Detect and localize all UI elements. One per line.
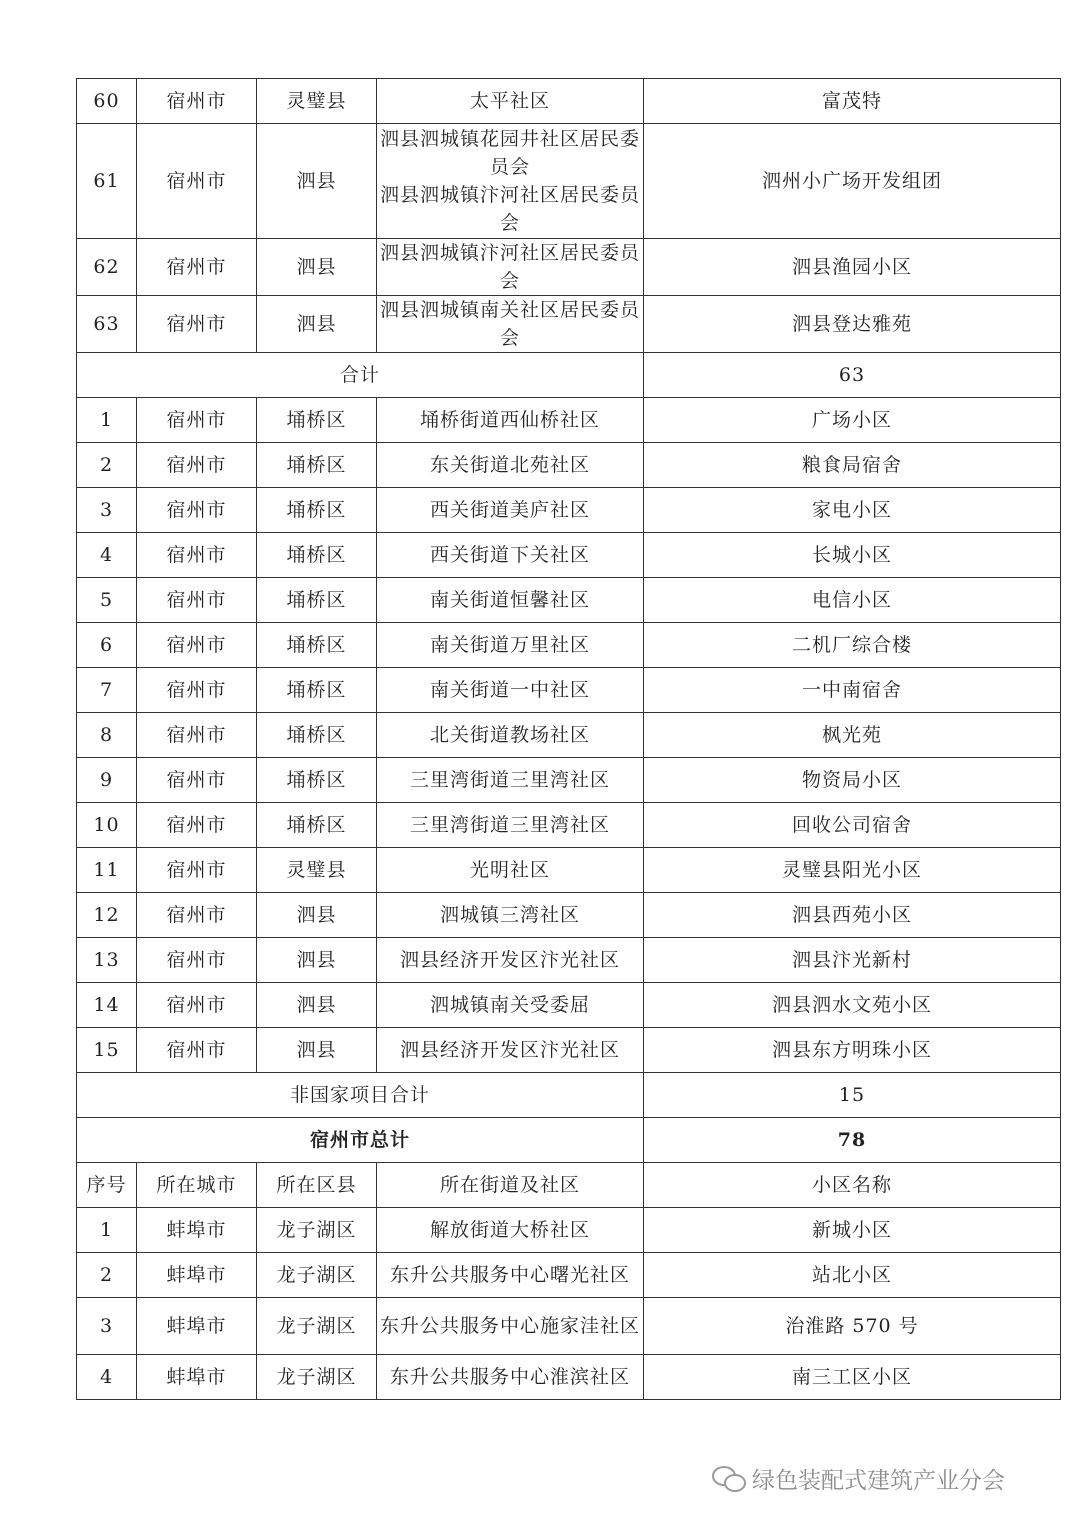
header-city: 所在城市	[137, 1163, 257, 1208]
cell-city: 宿州市	[137, 443, 257, 488]
cell-street: 西关街道下关社区	[377, 533, 644, 578]
cell-city: 宿州市	[137, 239, 257, 296]
cell-city: 宿州市	[137, 488, 257, 533]
cell-city: 宿州市	[137, 983, 257, 1028]
cell-no: 2	[77, 443, 137, 488]
table-row	[77, 443, 1061, 488]
cell-name: 电信小区	[644, 578, 1061, 623]
cell-no: 9	[77, 758, 137, 803]
cell-county: 泗县	[257, 296, 377, 353]
cell-county: 灵璧县	[257, 848, 377, 893]
cell-name: 泗州小广场开发组团	[644, 124, 1061, 239]
cell-no: 14	[77, 983, 137, 1028]
cell-name: 粮食局宿舍	[644, 443, 1061, 488]
cell-no: 61	[77, 124, 137, 239]
cell-street: 东关街道北苑社区	[377, 443, 644, 488]
cell-street: 泗县泗城镇花园井社区居民委员会 泗县泗城镇汴河社区居民委员会	[377, 124, 644, 239]
cell-street: 东升公共服务中心施家洼社区	[377, 1298, 644, 1355]
cell-city: 宿州市	[137, 893, 257, 938]
cell-street: 泗县经济开发区汴光社区	[377, 938, 644, 983]
cell-name: 泗县汴光新村	[644, 938, 1061, 983]
cell-street: 泗县泗城镇汴河社区居民委员会	[377, 239, 644, 296]
cell-no: 3	[77, 488, 137, 533]
cell-city: 宿州市	[137, 668, 257, 713]
cell-city: 宿州市	[137, 938, 257, 983]
cell-city: 宿州市	[137, 578, 257, 623]
table-row	[77, 1253, 1061, 1298]
cell-no: 63	[77, 296, 137, 353]
wechat-icon	[712, 1464, 746, 1492]
table-row	[77, 296, 1061, 353]
cell-no: 13	[77, 938, 137, 983]
grand-total-row-label: 宿州市总计	[77, 1118, 644, 1163]
cell-name: 泗县西苑小区	[644, 893, 1061, 938]
cell-street: 东升公共服务中心淮滨社区	[377, 1355, 644, 1400]
watermark	[712, 1458, 1005, 1498]
cell-county: 埇桥区	[257, 443, 377, 488]
table-row	[77, 713, 1061, 758]
cell-no: 10	[77, 803, 137, 848]
cell-street: 三里湾街道三里湾社区	[377, 758, 644, 803]
cell-name: 枫光苑	[644, 713, 1061, 758]
header-row	[77, 1163, 1061, 1208]
cell-name: 站北小区	[644, 1253, 1061, 1298]
cell-city: 蚌埠市	[137, 1298, 257, 1355]
cell-name: 泗县渔园小区	[644, 239, 1061, 296]
cell-no: 4	[77, 1355, 137, 1400]
cell-name: 富茂特	[644, 79, 1061, 124]
cell-street: 泗城镇三湾社区	[377, 893, 644, 938]
cell-city: 宿州市	[137, 79, 257, 124]
cell-county: 泗县	[257, 938, 377, 983]
cell-street: 埇桥街道西仙桥社区	[377, 398, 644, 443]
cell-county: 龙子湖区	[257, 1298, 377, 1355]
cell-street: 南关街道一中社区	[377, 668, 644, 713]
header-no: 序号	[77, 1163, 137, 1208]
cell-county: 泗县	[257, 983, 377, 1028]
cell-street: 南关街道万里社区	[377, 623, 644, 668]
cell-city: 宿州市	[137, 848, 257, 893]
cell-street: 太平社区	[377, 79, 644, 124]
table-row	[77, 578, 1061, 623]
cell-street: 泗县泗城镇南关社区居民委员会	[377, 296, 644, 353]
cell-county: 泗县	[257, 239, 377, 296]
table-row	[77, 124, 1061, 239]
cell-county: 埇桥区	[257, 623, 377, 668]
cell-no: 6	[77, 623, 137, 668]
cell-name: 二机厂综合楼	[644, 623, 1061, 668]
subtotal-row-2-value: 15	[644, 1073, 1061, 1118]
cell-name: 物资局小区	[644, 758, 1061, 803]
cell-no: 7	[77, 668, 137, 713]
cell-county: 泗县	[257, 124, 377, 239]
cell-name: 南三工区小区	[644, 1355, 1061, 1400]
cell-city: 宿州市	[137, 758, 257, 803]
cell-street: 三里湾街道三里湾社区	[377, 803, 644, 848]
cell-street: 光明社区	[377, 848, 644, 893]
table-row	[77, 1355, 1061, 1400]
subtotal-row	[77, 353, 1061, 398]
table-row	[77, 938, 1061, 983]
cell-street: 泗县经济开发区汴光社区	[377, 1028, 644, 1073]
cell-street: 西关街道美庐社区	[377, 488, 644, 533]
cell-county: 埇桥区	[257, 713, 377, 758]
cell-county: 埇桥区	[257, 803, 377, 848]
subtotal-row-2-label: 非国家项目合计	[77, 1073, 644, 1118]
cell-no: 8	[77, 713, 137, 758]
cell-city: 宿州市	[137, 713, 257, 758]
cell-no: 3	[77, 1298, 137, 1355]
cell-no: 60	[77, 79, 137, 124]
cell-county: 埇桥区	[257, 398, 377, 443]
table-row	[77, 893, 1061, 938]
subtotal-value: 63	[644, 353, 1061, 398]
table-row	[77, 239, 1061, 296]
cell-name: 一中南宿舍	[644, 668, 1061, 713]
header-street: 所在街道及社区	[377, 1163, 644, 1208]
cell-street: 泗城镇南关受委屈	[377, 983, 644, 1028]
cell-no: 5	[77, 578, 137, 623]
cell-no: 4	[77, 533, 137, 578]
cell-name: 灵璧县阳光小区	[644, 848, 1061, 893]
cell-no: 11	[77, 848, 137, 893]
cell-name: 治淮路 570 号	[644, 1298, 1061, 1355]
cell-name: 泗县东方明珠小区	[644, 1028, 1061, 1073]
grand-total-row	[77, 1118, 1061, 1163]
cell-county: 埇桥区	[257, 578, 377, 623]
cell-city: 宿州市	[137, 623, 257, 668]
cell-no: 62	[77, 239, 137, 296]
cell-street: 北关街道教场社区	[377, 713, 644, 758]
table-row	[77, 1208, 1061, 1253]
header-county: 所在区县	[257, 1163, 377, 1208]
table-row	[77, 1298, 1061, 1355]
table-row	[77, 758, 1061, 803]
cell-name: 长城小区	[644, 533, 1061, 578]
cell-county: 灵璧县	[257, 79, 377, 124]
cell-county: 埇桥区	[257, 758, 377, 803]
table-row	[77, 398, 1061, 443]
cell-city: 蚌埠市	[137, 1253, 257, 1298]
cell-name: 新城小区	[644, 1208, 1061, 1253]
subtotal-row-2	[77, 1073, 1061, 1118]
table-row	[77, 533, 1061, 578]
cell-county: 泗县	[257, 893, 377, 938]
cell-street: 解放街道大桥社区	[377, 1208, 644, 1253]
community-list-table	[76, 78, 1061, 1400]
cell-name: 回收公司宿舍	[644, 803, 1061, 848]
cell-city: 宿州市	[137, 124, 257, 239]
cell-name: 泗县泗水文苑小区	[644, 983, 1061, 1028]
cell-city: 宿州市	[137, 398, 257, 443]
cell-no: 1	[77, 1208, 137, 1253]
cell-no: 12	[77, 893, 137, 938]
cell-city: 蚌埠市	[137, 1355, 257, 1400]
subtotal-label: 合计	[77, 353, 644, 398]
cell-city: 蚌埠市	[137, 1208, 257, 1253]
cell-street: 东升公共服务中心曙光社区	[377, 1253, 644, 1298]
cell-county: 埇桥区	[257, 668, 377, 713]
cell-no: 2	[77, 1253, 137, 1298]
watermark-text: 绿色装配式建筑产业分会	[752, 1467, 1005, 1494]
cell-county: 龙子湖区	[257, 1253, 377, 1298]
cell-county: 埇桥区	[257, 488, 377, 533]
grand-total-row-value: 78	[644, 1118, 1061, 1163]
cell-no: 15	[77, 1028, 137, 1073]
cell-city: 宿州市	[137, 533, 257, 578]
cell-street: 南关街道恒馨社区	[377, 578, 644, 623]
table-row	[77, 848, 1061, 893]
table-row	[77, 623, 1061, 668]
table-row	[77, 79, 1061, 124]
table-row	[77, 488, 1061, 533]
table-row	[77, 983, 1061, 1028]
cell-county: 龙子湖区	[257, 1208, 377, 1253]
cell-county: 泗县	[257, 1028, 377, 1073]
cell-county: 埇桥区	[257, 533, 377, 578]
cell-name: 泗县登达雅苑	[644, 296, 1061, 353]
table-row	[77, 1028, 1061, 1073]
cell-name: 广场小区	[644, 398, 1061, 443]
header-name: 小区名称	[644, 1163, 1061, 1208]
cell-no: 1	[77, 398, 137, 443]
cell-city: 宿州市	[137, 803, 257, 848]
table-row	[77, 803, 1061, 848]
cell-city: 宿州市	[137, 296, 257, 353]
cell-county: 龙子湖区	[257, 1355, 377, 1400]
cell-name: 家电小区	[644, 488, 1061, 533]
cell-city: 宿州市	[137, 1028, 257, 1073]
table-row	[77, 668, 1061, 713]
